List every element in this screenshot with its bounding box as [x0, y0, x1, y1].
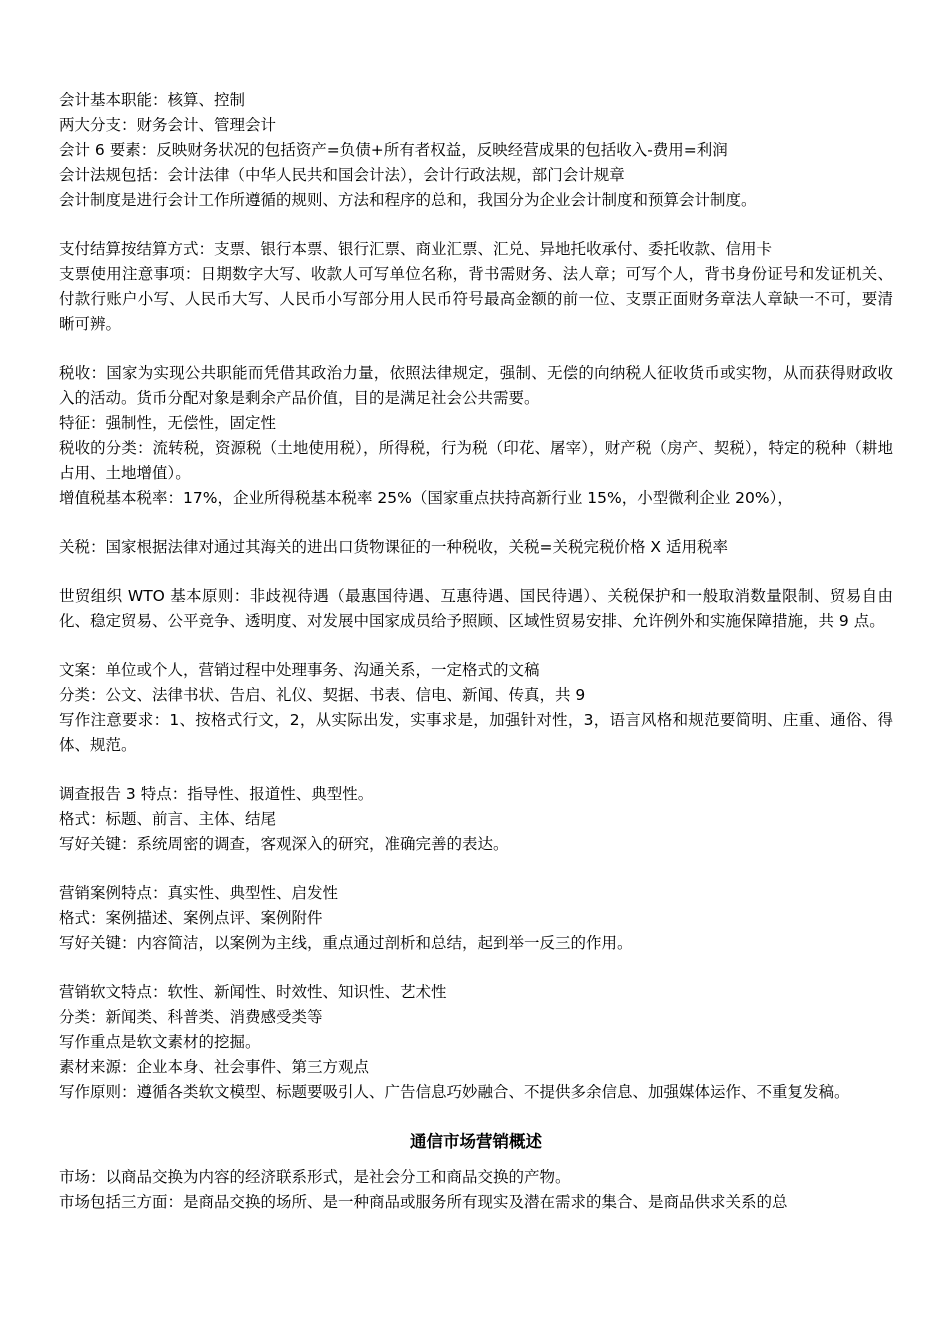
text-line: 格式：标题、前言、主体、结尾 — [59, 810, 277, 828]
text-line: 世贸组织 WTO 基本原则：非歧视待遇（最惠国待遇、互惠待遇、国民待遇）、关税保护和一般取消数量限制、贸易自由化、稳定贸易、公平竞争、透明度、对发展中国家成员给予照顾、区域性贸易安排、允许例外和实施保障措施，共 9 点。 — [59, 587, 893, 630]
section-survey-report — [59, 782, 893, 857]
text-line: 文案：单位或个人，营销过程中处理事务、沟通关系，一定格式的文稿 — [59, 661, 540, 679]
text-line: 写作重点是软文素材的挖掘。 — [59, 1033, 261, 1051]
text-line: 调查报告 3 特点：指导性、报道性、典型性。 — [59, 785, 374, 803]
section-marketing-case — [59, 881, 893, 956]
text-line: 营销软文特点：软性、新闻性、时效性、知识性、艺术性 — [59, 983, 447, 1001]
text-line: 会计制度是进行会计工作所遵循的规则、方法和程序的总和，我国分为企业会计制度和预算会计制度。 — [59, 191, 757, 209]
section-soft-article — [59, 980, 893, 1105]
section-customs-duty — [59, 535, 893, 560]
text-line: 税收：国家为实现公共职能而凭借其政治力量，依照法律规定，强制、无偿的向纳税人征收货币或实物，从而获得财政收入的活动。货币分配对象是剩余产品价值，目的是满足社会公共需要。 — [59, 364, 893, 407]
text-line: 两大分支：财务会计、管理会计 — [59, 116, 277, 134]
section-heading: 通信市场营销概述 — [410, 1132, 542, 1151]
text-line: 增值税基本税率：17%，企业所得税基本税率 25%（国家重点扶持高新行业 15%，小型微利企业 20%）， — [59, 489, 793, 507]
text-line: 素材来源：企业本身、社会事件、第三方观点 — [59, 1058, 370, 1076]
text-line: 写好关键：系统周密的调查，客观深入的研究，准确完善的表达。 — [59, 835, 509, 853]
text-line: 写作原则：遵循各类软文模型、标题要吸引人、广告信息巧妙融合、不提供多余信息、加强媒体运作、不重复发稿。 — [59, 1083, 850, 1101]
text-line: 支票使用注意事项：日期数字大写、收款人可写单位名称，背书需财务、法人章；可写个人，背书身份证号和发证机关、付款行账户小写、人民币大写、人民币小写部分用人民币符号最高金额的前一位、支票正面财务章法人章缺一不可，要清晰可辨。 — [59, 265, 893, 333]
text-line: 分类：公文、法律书状、告启、礼仪、契据、书表、信电、新闻、传真，共 9 — [59, 686, 586, 704]
text-line: 写好关键：内容简洁，以案例为主线，重点通过剖析和总结，起到举一反三的作用。 — [59, 934, 633, 952]
text-line: 营销案例特点：真实性、典型性、启发性 — [59, 884, 339, 902]
text-line: 市场：以商品交换为内容的经济联系形式，是社会分工和商品交换的产物。 — [59, 1168, 571, 1186]
text-line: 会计法规包括：会计法律（中华人民共和国会计法），会计行政法规，部门会计规章 — [59, 166, 625, 184]
section-payment-settlement — [59, 237, 893, 337]
text-line: 税收的分类：流转税，资源税（土地使用税），所得税，行为税（印花、屠宰），财产税（房产、契税），特定的税种（耕地占用、土地增值）。 — [59, 439, 893, 482]
text-line: 分类：新闻类、科普类、消费感受类等 — [59, 1008, 323, 1026]
text-line: 会计 6 要素：反映财务状况的包括资产=负债+所有者权益，反映经营成果的包括收入-费用=利润 — [59, 141, 728, 159]
text-line: 支付结算按结算方式：支票、银行本票、银行汇票、商业汇票、汇兑、异地托收承付、委托收款、信用卡 — [59, 240, 773, 258]
section-taxation — [59, 361, 893, 511]
text-line: 特征：强制性，无偿性，固定性 — [59, 414, 277, 432]
document-page — [59, 88, 893, 1239]
section-accounting — [59, 88, 893, 213]
section-market-overview — [59, 1165, 893, 1215]
text-line: 格式：案例描述、案例点评、案例附件 — [59, 909, 323, 927]
text-line: 写作注意要求：1、按格式行文，2，从实际出发，实事求是，加强针对性，3，语言风格和规范要简明、庄重、通俗、得体、规范。 — [59, 711, 893, 754]
text-line: 会计基本职能：核算、控制 — [59, 91, 246, 109]
section-wto-principles — [59, 584, 893, 634]
text-line: 市场包括三方面：是商品交换的场所、是一种商品或服务所有现实及潜在需求的集合、是商品供求关系的总 — [59, 1193, 788, 1211]
section-copywriting — [59, 658, 893, 758]
text-line: 关税：国家根据法律对通过其海关的进出口货物课征的一种税收，关税=关税完税价格 X 适用税率 — [59, 538, 728, 556]
